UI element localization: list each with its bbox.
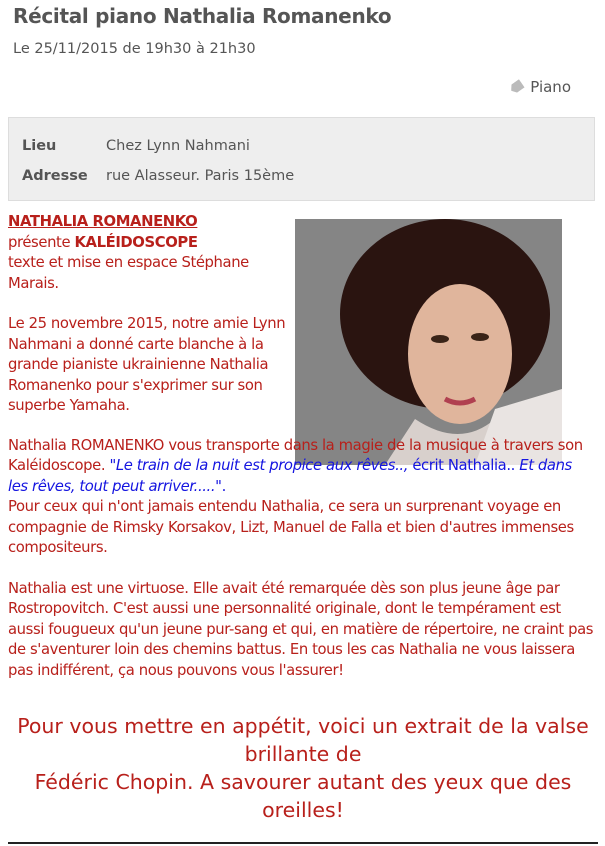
paragraph-1: Le 25 novembre 2015, notre amie Lynn Nahmani a donné carte blanche à la grande pianiste ukrainienne Nathalia Romanenko pour s'exprimer sur son superbe Yamaha.	[8, 315, 286, 414]
credits-text: texte et mise en espace Stéphane Marais.	[8, 254, 249, 292]
event-info-box	[8, 117, 595, 201]
info-adresse	[22, 168, 294, 184]
closing-line-2: Fédéric Chopin. A savourer autant des yeux que des oreilles!	[34, 770, 572, 822]
divider	[8, 842, 598, 844]
paragraph-2-start: Nathalia ROMANENKO vous transporte dans la magie de la musique à travers son Kaléidoscope.	[8, 436, 583, 474]
lieu-label: Lieu	[22, 138, 57, 154]
paragraph-2-end: Pour ceux qui n'ont jamais entendu Nathalia, ce sera un surprenant voyage en compagnie de Rimsky Korsakov, Lizt, Manuel de Falla et bien d'autres immenses compositeurs.	[8, 498, 574, 556]
paragraph-2	[8, 436, 595, 559]
quote-part-1: "Le train de la nuit est propice aux rêves..,	[109, 457, 409, 474]
tag-piano[interactable]	[510, 78, 571, 96]
presente-text: présente	[8, 233, 75, 251]
quote-middle: écrit Nathalia..	[408, 457, 520, 474]
quote-end: ".	[215, 477, 226, 495]
quote-part-2: Et dans les rêves, tout peut arriver.....	[8, 457, 572, 495]
lieu-value: Chez Lynn Nahmani	[106, 138, 250, 154]
event-date: Le 25/11/2015 de 19h30 à 21h30	[13, 41, 256, 57]
artist-name: NATHALIA ROMANENKO	[8, 213, 198, 230]
info-lieu	[22, 138, 250, 154]
closing-line-1: Pour vous mettre en appétit, voici un extrait de la valse brillante de	[17, 714, 589, 766]
paragraph-3: Nathalia est une virtuose. Elle avait été remarquée dès son plus jeune âge par Rostropovitch. C'est aussi une personnalité originale, dont le tempérament est aussi fougueux qu'un jeune pur-sang et qui, en matière de répertoire, ne craint pas de s'aventurer loin des chemins battus. En tous les cas Nathalia ne vous laissera pas indifférent, ça nous pouvons vous l'assurer!	[8, 579, 594, 679]
tag-label[interactable]: Piano	[530, 78, 571, 96]
show-title: KALÉIDOSCOPE	[74, 233, 198, 251]
tag-icon	[509, 79, 525, 95]
adresse-value: rue Alasseur. Paris 15ème	[106, 168, 295, 184]
intro-paragraph	[8, 212, 290, 294]
event-title: Récital piano Nathalia Romanenko	[13, 4, 392, 28]
closing-text	[8, 712, 598, 824]
event-description	[8, 212, 595, 701]
adresse-label: Adresse	[22, 168, 88, 184]
